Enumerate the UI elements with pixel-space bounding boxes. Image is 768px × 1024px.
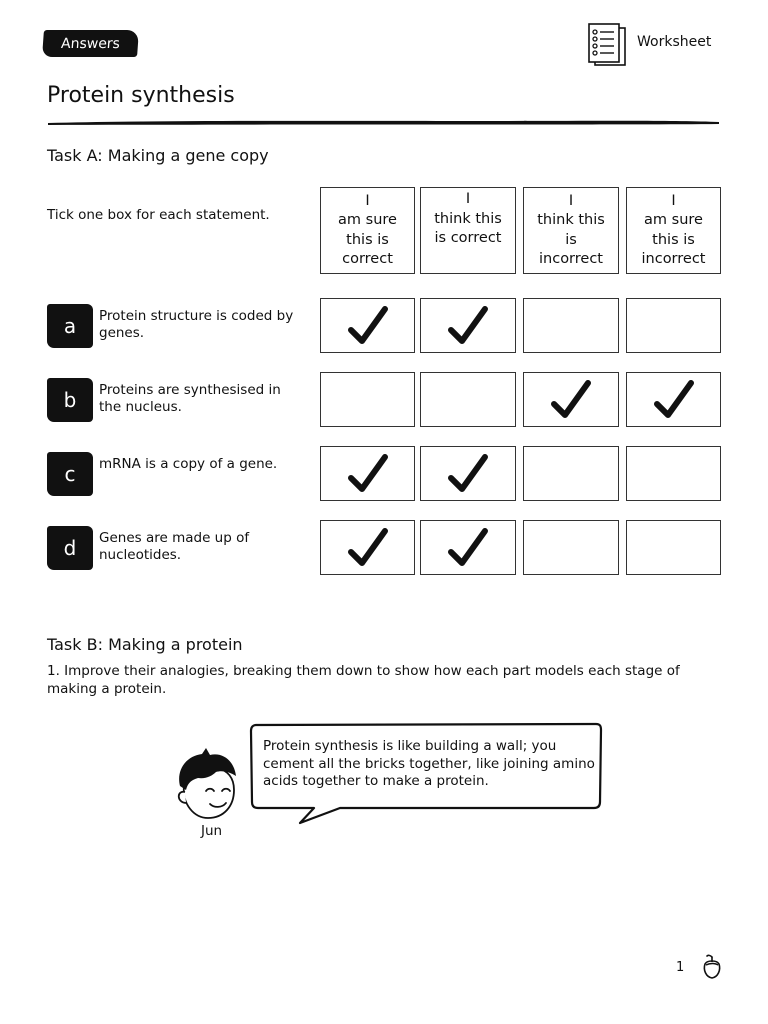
tick-box[interactable] [523,372,619,427]
worksheet-icon [586,22,628,68]
speech-text: Protein synthesis is like building a wall; you cement all the bricks together, like joining amino acids together to make a protein. [263,738,595,789]
column-header-line: is [565,231,577,248]
tick-box[interactable] [626,520,721,575]
student-avatar-jun [172,746,242,826]
column-header-line: incorrect [641,251,706,267]
statement-text: Genes are made up of nucleotides. [99,530,250,563]
tick-mark-icon [651,377,697,423]
row-letter: c [47,452,93,496]
column-header-line: correct [342,251,393,267]
column-header-line: I [671,192,676,209]
tick-mark-icon [345,303,391,349]
worksheet-label: Worksheet [637,34,712,50]
tick-box[interactable] [626,372,721,427]
column-header-line: incorrect [539,251,603,267]
task-b-heading: Task B: Making a protein [47,635,243,654]
column-header-line: am sure [338,212,397,228]
tick-box[interactable] [523,298,619,353]
column-header-sure-correct [320,187,415,274]
tick-mark-icon [548,377,594,423]
column-header-line: this is [652,231,695,248]
tick-box[interactable] [320,372,415,427]
row-letter: d [47,526,93,570]
task-b-question: 1. Improve their analogies, breaking them down to show how each part models each stage of making a protein. [47,663,680,697]
tick-box[interactable] [626,298,721,353]
column-header-line: this is [346,231,389,248]
tick-mark-icon [345,451,391,497]
statement-text: Proteins are synthesised in the nucleus. [99,382,281,415]
column-header-think-incorrect [523,187,619,274]
column-header-line: think this [537,212,605,228]
tick-mark-icon [345,525,391,571]
column-header-line: am sure [644,212,703,228]
column-header-line: is correct [434,230,502,246]
tick-box[interactable] [420,520,516,575]
tick-mark-icon [445,525,491,571]
tick-mark-icon [445,303,491,349]
column-header-line: think this [434,210,502,227]
answers-tag [42,30,139,57]
row-letter: a [47,304,93,348]
page-number: 1 [676,960,685,975]
speaker-name: Jun [201,823,223,839]
acorn-icon [701,954,723,980]
tick-box[interactable] [420,446,516,501]
task-a-heading: Task A: Making a gene copy [47,146,269,165]
statement-text: mRNA is a copy of a gene. [99,456,278,472]
tick-box[interactable] [320,298,415,353]
statement-text: Protein structure is coded by genes. [99,308,294,341]
tick-box[interactable] [523,520,619,575]
row-letter: b [47,378,93,422]
column-header-think-correct [420,187,516,274]
column-header-line: I [365,192,370,209]
tick-mark-icon [445,451,491,497]
tick-box[interactable] [420,298,516,353]
task-a-instruction: Tick one box for each statement. [47,207,270,223]
column-header-line: I [465,191,471,207]
tick-box[interactable] [523,446,619,501]
answers-tag-label: Answers [60,35,121,52]
column-header-line: I [568,192,574,209]
tick-box[interactable] [420,372,516,427]
page-title: Protein synthesis [47,83,235,108]
tick-box[interactable] [320,446,415,501]
tick-box[interactable] [320,520,415,575]
title-underline [47,118,720,126]
tick-box[interactable] [626,446,721,501]
column-header-sure-incorrect [626,187,721,274]
